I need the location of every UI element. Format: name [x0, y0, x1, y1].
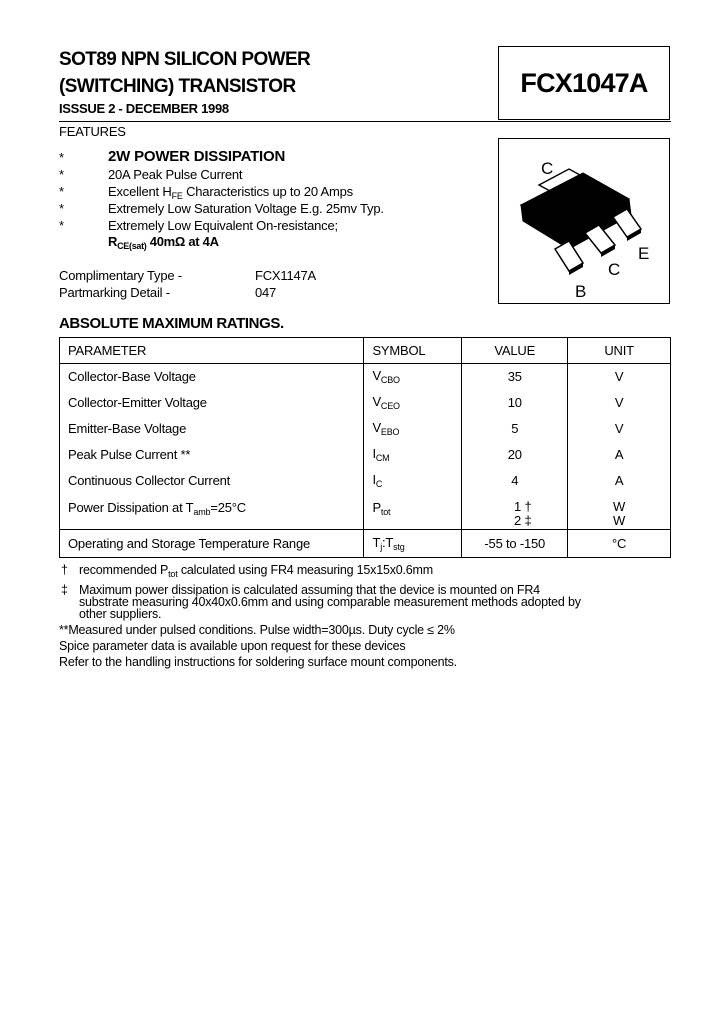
cell-unit: A: [568, 442, 671, 468]
footnotes: [59, 564, 581, 668]
pd-param-b: =25°C: [210, 499, 246, 515]
cell-value: 5: [462, 416, 568, 442]
table-row: [60, 364, 671, 390]
cell-value: 20: [462, 442, 568, 468]
cell-value: 4: [462, 468, 568, 494]
cell-unit: [568, 494, 671, 530]
table-row: [60, 468, 671, 494]
pd-param-a: Power Dissipation at T: [68, 499, 194, 515]
pd-param-sub: amb: [193, 506, 211, 517]
table-header-row: [60, 338, 671, 364]
note-dagger-sub: tot: [168, 569, 178, 579]
cell-parameter: Continuous Collector Current: [60, 468, 364, 494]
symbol-main: P: [372, 499, 381, 515]
hfe-rest: Characteristics up to 20 Amps: [182, 184, 353, 199]
cell-value: -55 to -150: [462, 530, 568, 558]
label-e: E: [638, 244, 650, 263]
cell-unit: A: [568, 468, 671, 494]
pd-value-2: 2 ‡: [514, 512, 532, 528]
note-spice: Spice parameter data is available upon request for these devices: [59, 639, 406, 653]
cell-unit: °C: [568, 530, 671, 558]
pd-unit-1: W: [613, 498, 626, 514]
feature-text: Extremely Low Equivalent On-resistance;: [108, 218, 338, 233]
rce-sub: CE(sat): [117, 241, 147, 251]
note-dagger: [59, 564, 581, 580]
note-dagger-text-b: calculated using FR4 measuring 15x15x0.6mm: [177, 563, 433, 577]
double-dagger-mark: ‡: [61, 583, 68, 597]
part-number-box: [498, 46, 670, 120]
cell-value: [462, 494, 568, 530]
cell-unit: V: [568, 364, 671, 390]
symbol-sub-2: stg: [393, 542, 405, 552]
pd-unit-2: W: [613, 512, 626, 528]
symbol-main: V: [372, 394, 381, 409]
label-c: C: [608, 260, 621, 279]
table-row: [60, 442, 671, 468]
table-row-temperature: [60, 530, 671, 558]
partmarking-label: Partmarking Detail -: [59, 285, 170, 300]
title-block: [59, 46, 310, 116]
symbol-sub-1: j: [380, 542, 382, 552]
cell-symbol: [364, 530, 462, 558]
symbol-main: I: [372, 446, 376, 461]
hfe-main: Excellent H: [108, 184, 172, 199]
note-dagger-text-a: recommended P: [79, 563, 169, 577]
features-heading: FEATURES: [59, 124, 126, 139]
note-handling: Refer to the handling instructions for soldering surface mount components.: [59, 655, 457, 669]
cell-parameter: Collector-Base Voltage: [60, 364, 364, 390]
symbol-sub: C: [375, 479, 383, 489]
feature-text: Extremely Low Saturation Voltage E.g. 25mv Typ.: [108, 201, 384, 216]
part-number: FCX1047A: [520, 67, 648, 98]
symbol-main: T: [372, 535, 381, 550]
cell-parameter: Emitter-Base Voltage: [60, 416, 364, 442]
cell-symbol: [364, 390, 462, 416]
rce-rest: 40mΩ at 4A: [146, 234, 219, 249]
cell-parameter: Collector-Emitter Voltage: [60, 390, 364, 416]
cell-symbol: [364, 364, 462, 390]
cell-value: 35: [462, 364, 568, 390]
cell-symbol: [364, 442, 462, 468]
cell-parameter: Operating and Storage Temperature Range: [60, 530, 364, 558]
cell-parameter: [60, 494, 364, 530]
issue-date: ISSSUE 2 - DECEMBER 1998: [59, 101, 229, 116]
cell-parameter: Peak Pulse Current **: [60, 442, 364, 468]
symbol-sub: EBO: [380, 427, 400, 437]
table-row: [60, 390, 671, 416]
cell-symbol: [364, 494, 462, 530]
bullet: *: [59, 150, 64, 165]
title-line-2: (SWITCHING) TRANSISTOR: [59, 76, 296, 97]
bullet: *: [59, 201, 64, 216]
rce-main: R: [108, 234, 118, 249]
note-ddagger-line-2: substrate measuring 40x40x0.6mm and using comparable measurement methods adopted by: [79, 595, 581, 609]
header-divider: [59, 121, 671, 122]
complimentary-type-label: Complimentary Type -: [59, 268, 182, 283]
label-b: B: [575, 282, 587, 301]
feature-text: [108, 184, 353, 201]
sot89-package-illustration: [499, 139, 669, 303]
hfe-sub: FE: [171, 191, 183, 201]
cell-value: 10: [462, 390, 568, 416]
symbol-sub: CM: [375, 453, 390, 463]
header-value: VALUE: [462, 338, 568, 364]
symbol-sub: CEO: [380, 401, 400, 411]
complimentary-type-value: FCX1147A: [255, 268, 317, 283]
dagger-mark: †: [61, 563, 68, 577]
symbol-sub: tot: [380, 506, 391, 517]
symbol-sub: CBO: [380, 375, 400, 386]
cell-symbol: [364, 416, 462, 442]
pd-value-1: 1 †: [514, 498, 532, 514]
cell-symbol: [364, 468, 462, 494]
bullet: *: [59, 218, 64, 233]
header-parameter: PARAMETER: [60, 338, 364, 364]
ratings-title: ABSOLUTE MAXIMUM RATINGS.: [59, 315, 284, 332]
feature-text: 20A Peak Pulse Current: [108, 167, 243, 182]
label-c-top: C: [541, 159, 554, 178]
ratings-table: [59, 337, 671, 558]
table-row: [60, 416, 671, 442]
symbol-main: I: [372, 472, 376, 487]
feature-text: 2W POWER DISSIPATION: [108, 148, 286, 165]
symbol-main: V: [372, 420, 381, 435]
table-row-power-dissipation: [60, 494, 671, 530]
symbol-main: V: [372, 368, 381, 384]
partmarking-value: 047: [255, 285, 277, 300]
note-pulse: **Measured under pulsed conditions. Pulse width=300µs. Duty cycle ≤ 2%: [59, 623, 455, 637]
bullet: *: [59, 184, 64, 199]
bullet: *: [59, 167, 64, 182]
package-drawing: [498, 138, 670, 304]
header-unit: UNIT: [568, 338, 671, 364]
symbol-main-2: :T: [382, 535, 394, 550]
note-ddagger-line-1: Maximum power dissipation is calculated assuming that the device is mounted on FR4: [79, 583, 540, 597]
rce-spec: [108, 234, 219, 251]
cell-unit: V: [568, 416, 671, 442]
note-double-dagger: [59, 584, 581, 620]
title-line-1: SOT89 NPN SILICON POWER: [59, 49, 311, 70]
note-ddagger-line-3: other suppliers.: [79, 607, 162, 621]
cell-unit: V: [568, 390, 671, 416]
header-symbol: SYMBOL: [364, 338, 462, 364]
